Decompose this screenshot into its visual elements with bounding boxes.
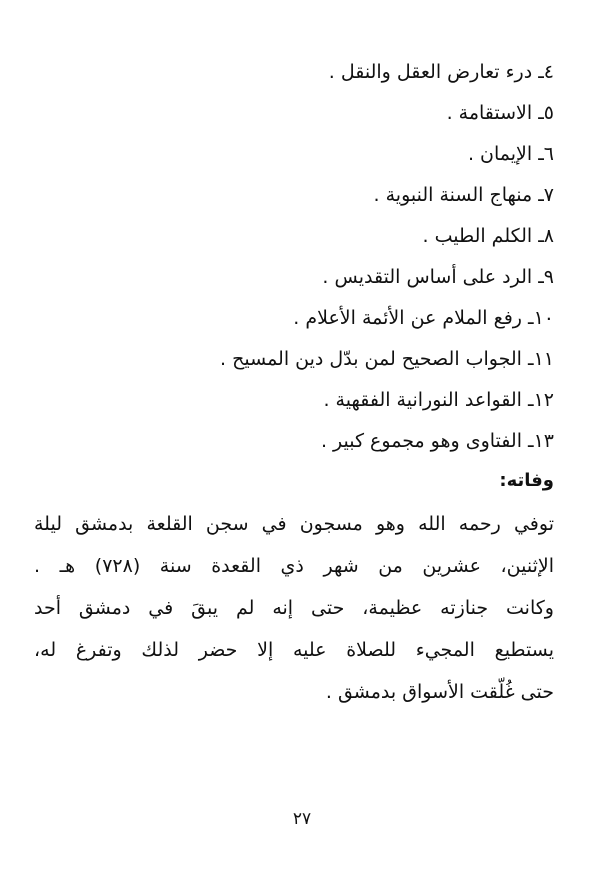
- list-item: ١٣ـ الفتاوى وهو مجموع كبير .: [320, 430, 554, 452]
- list-item: ١٠ـ رفع الملام عن الأئمة الأعلام .: [293, 307, 554, 329]
- list-item: ٧ـ منهاج السنة النبوية .: [373, 184, 554, 206]
- paragraph-line: حتى غُلّقت الأسواق بدمشق .: [325, 681, 554, 703]
- list-item: ٤ـ درء تعارض العقل والنقل .: [328, 61, 554, 83]
- list-item: ٨ـ الكلم الطيب .: [422, 225, 554, 247]
- paragraph-line: توفي رحمه الله وهو مسجون في سجن القلعة بدمشق ليلة: [34, 513, 554, 535]
- paragraph-line: يستطيع المجيء للصلاة عليه إلا حضر لذلك وتفرغ له،: [34, 639, 554, 661]
- paragraph-line: الإثنين، عشرين من شهر ذي القعدة سنة (٧٢٨) هـ .: [34, 555, 554, 577]
- paragraph-line: وكانت جنازته عظيمة، حتى إنه لم يبقَ في دمشق أحد: [34, 597, 554, 619]
- list-item: ١١ـ الجواب الصحيح لمن بدّل دين المسيح .: [220, 348, 554, 370]
- list-item: ٥ـ الاستقامة .: [446, 102, 554, 124]
- list-item: ١٢ـ القواعد النورانية الفقهية .: [323, 389, 554, 411]
- list-item: ٦ـ الإيمان .: [467, 143, 554, 165]
- section-heading: وفاته:: [499, 470, 554, 491]
- body-paragraph: [34, 503, 554, 713]
- page-number: ٢٧: [292, 809, 312, 829]
- books-list: [34, 52, 554, 462]
- list-item: ٩ـ الرد على أساس التقديس .: [322, 266, 554, 288]
